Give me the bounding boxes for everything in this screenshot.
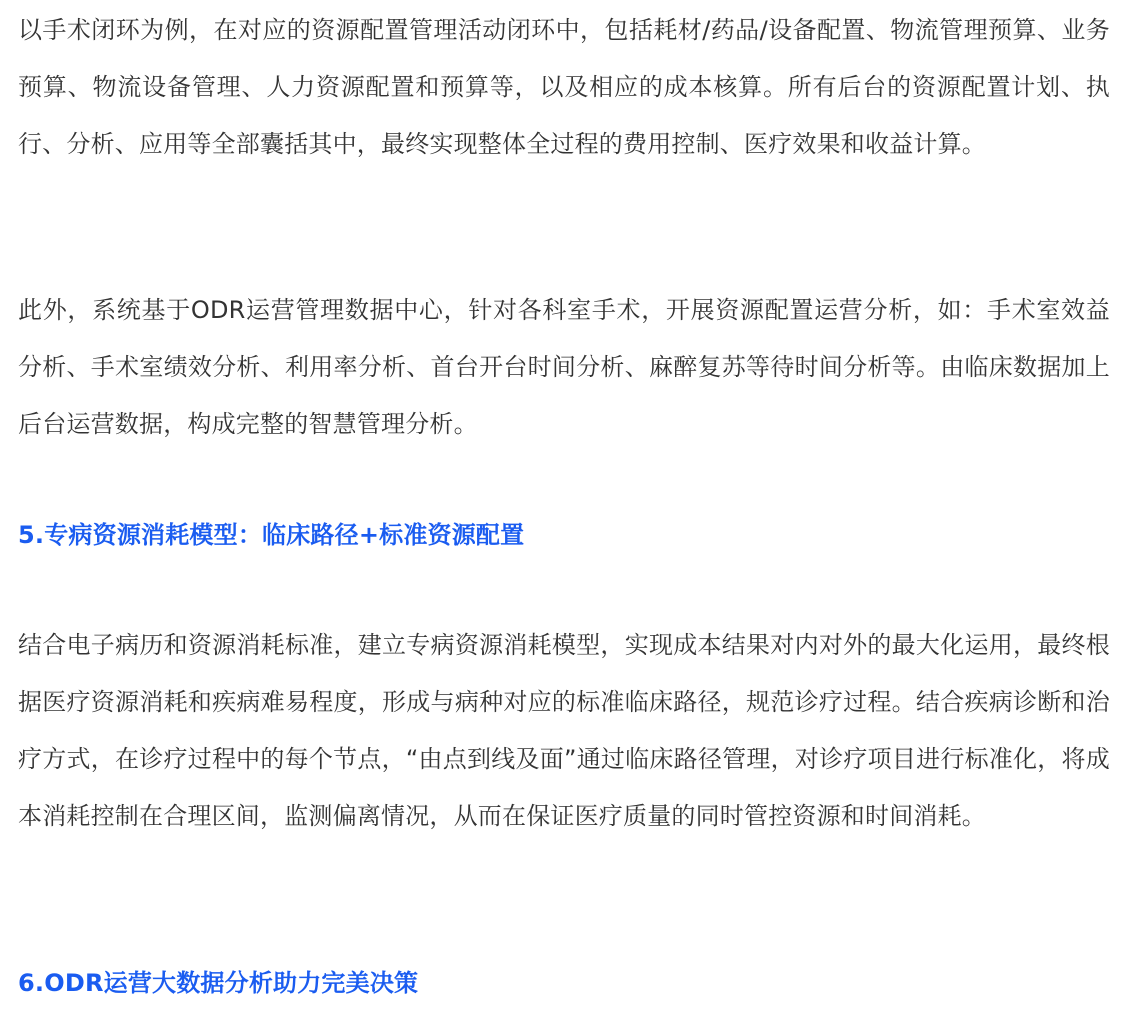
- paragraph-odr-operations-analysis: 此外，系统基于ODR运营管理数据中心，针对各科室手术，开展资源配置运营分析，如：手术室效益分析、手术室绩效分析、利用率分析、首台开台时间分析、麻醉复苏等待时间分析等。由临床数据加上后台运营数据，构成完整的智慧管理分析。: [18, 296, 1110, 438]
- section-heading-5: 5.专病资源消耗模型：临床路径+标准资源配置: [18, 521, 525, 549]
- section-heading-6: 6.ODR运营大数据分析助力完美决策: [18, 969, 419, 997]
- paragraph-disease-resource-model: 结合电子病历和资源消耗标准，建立专病资源消耗模型，实现成本结果对内对外的最大化运用，最终根据医疗资源消耗和疾病难易程度，形成与病种对应的标准临床路径，规范诊疗过程。结合疾病诊断和治疗方式，在诊疗过程中的每个节点，“由点到线及面”通过临床路径管理，对诊疗项目进行标准化，将成本消耗控制在合理区间，监测偏离情况，从而在保证医疗质量的同时管控资源和时间消耗。: [18, 631, 1110, 830]
- paragraph-surgery-closed-loop: 以手术闭环为例，在对应的资源配置管理活动闭环中，包括耗材/药品/设备配置、物流管理预算、业务预算、物流设备管理、人力资源配置和预算等，以及相应的成本核算。所有后台的资源配置计划、执行、分析、应用等全部囊括其中，最终实现整体全过程的费用控制、医疗效果和收益计算。: [18, 16, 1110, 158]
